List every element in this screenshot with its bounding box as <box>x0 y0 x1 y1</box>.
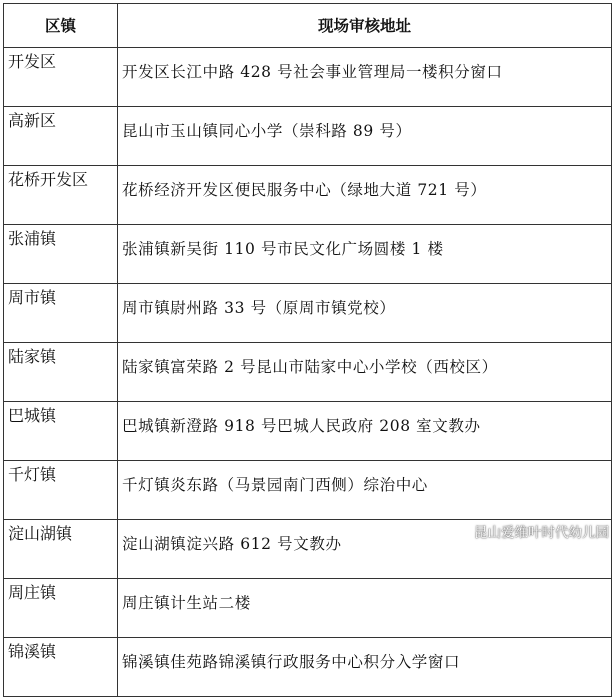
district-cell: 花桥开发区 <box>4 166 118 225</box>
address-cell: 周市镇尉州路 33 号（原周市镇党校） <box>118 284 612 343</box>
table-header-row <box>4 4 612 48</box>
address-cell: 开发区长江中路 428 号社会事业管理局一楼积分窗口 <box>118 48 612 107</box>
table-row <box>4 402 612 461</box>
district-cell: 周庄镇 <box>4 579 118 638</box>
address-cell: 张浦镇新吴街 110 号市民文化广场圆楼 1 楼 <box>118 225 612 284</box>
address-cell: 周庄镇计生站二楼 <box>118 579 612 638</box>
district-cell: 高新区 <box>4 107 118 166</box>
table-row <box>4 48 612 107</box>
address-cell: 淀山湖镇淀兴路 612 号文教办 <box>118 520 612 579</box>
district-cell: 周市镇 <box>4 284 118 343</box>
account-watermark <box>451 521 609 541</box>
district-cell: 淀山湖镇 <box>4 520 118 579</box>
table-row <box>4 107 612 166</box>
header-address: 现场审核地址 <box>118 4 612 48</box>
address-cell: 花桥经济开发区便民服务中心（绿地大道 721 号） <box>118 166 612 225</box>
table-row <box>4 166 612 225</box>
address-cell: 陆家镇富荣路 2 号昆山市陆家中心小学校（西校区） <box>118 343 612 402</box>
district-cell: 开发区 <box>4 48 118 107</box>
district-cell: 巴城镇 <box>4 402 118 461</box>
table-row <box>4 461 612 520</box>
district-cell: 陆家镇 <box>4 343 118 402</box>
district-cell: 张浦镇 <box>4 225 118 284</box>
district-cell: 千灯镇 <box>4 461 118 520</box>
district-cell: 锦溪镇 <box>4 638 118 697</box>
table-row <box>4 579 612 638</box>
review-address-table <box>3 3 612 697</box>
address-cell: 锦溪镇佳苑路锦溪镇行政服务中心积分入学窗口 <box>118 638 612 697</box>
table-row <box>4 284 612 343</box>
watermark-text: 昆山爱维叶时代幼儿园 <box>474 525 609 541</box>
table-row <box>4 343 612 402</box>
table-row <box>4 638 612 697</box>
address-cell: 千灯镇炎东路（马景园南门西侧）综治中心 <box>118 461 612 520</box>
table-row <box>4 225 612 284</box>
wechat-icon <box>451 522 469 540</box>
address-cell: 巴城镇新澄路 918 号巴城人民政府 208 室文教办 <box>118 402 612 461</box>
address-cell: 昆山市玉山镇同心小学（崇科路 89 号） <box>118 107 612 166</box>
header-district: 区镇 <box>4 4 118 48</box>
